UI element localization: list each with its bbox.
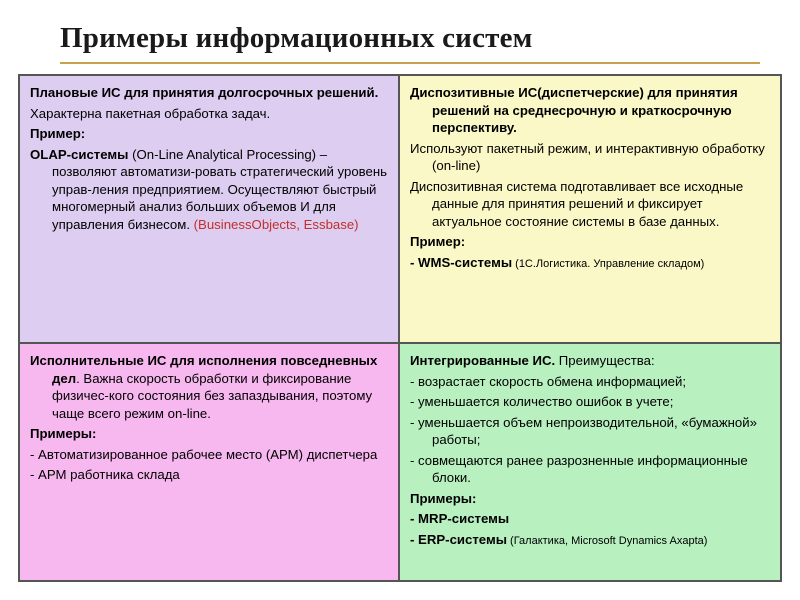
cell-dispositive-is-heading: Диспозитивные ИС(диспетчерские) для принятия решений на среднесрочную и краткосрочную перспективу.: [410, 85, 738, 136]
cell-planned-is-examples: (BusinessObjects, Essbase): [193, 216, 359, 232]
cell-executive-is-item2: - АРМ работника склада: [30, 467, 180, 483]
cell-integrated-is-item4: - совмещаются ранее разрозненные информационные блоки.: [410, 452, 748, 486]
cell-planned-is-line2: Пример:: [30, 126, 86, 142]
cell-dispositive-is-example: - WMS-системы: [410, 254, 513, 270]
title-divider: [60, 62, 760, 64]
cell-dispositive-is-line3: Пример:: [410, 234, 466, 250]
cell-integrated-is-item3: - уменьшается объем непроизводительной, «бумажной» работы;: [410, 414, 757, 448]
cell-planned-is-heading: Плановые ИС для принятия долгосрочных решений.: [30, 85, 379, 100]
cell-integrated-is-item2: - уменьшается количество ошибок в учете;: [410, 394, 674, 410]
cell-integrated-is-heading: Интегрированные ИС.: [410, 353, 556, 368]
cell-planned-is-term: OLAP-системы: [30, 146, 129, 162]
cell-planned-is-body: (On-Line Analytical Processing) – позволяют автоматизи-ровать стратегический уровень управ-ления предприятием. Осуществляют быстрый многомерный анализ больших объемов И для управления бизнесом.: [52, 146, 387, 232]
cell-integrated-is-item5: - MRP-системы: [410, 511, 510, 527]
cell-dispositive-is-line2: Диспозитивная система подготавливает все исходные данные для принятия решений и фиксирует актуальное состояние системы в базе данных.: [410, 178, 744, 229]
cell-integrated-is-line1: Примеры:: [410, 490, 477, 506]
cell-executive-is-heading-rest: . Важна скорость обработки и фиксирование физичес-кого состояния без запаздывания, поэтому чаще всего режим on-line.: [52, 370, 373, 421]
cell-integrated-is-item6-note: (Галактика, Microsoft Dynamics Axapta): [506, 534, 708, 547]
cell-executive-is: [20, 344, 400, 580]
cell-planned-is: [20, 76, 400, 344]
cell-executive-is-item1: - Автоматизированное рабочее место (АРМ) диспетчера: [30, 446, 378, 462]
cell-executive-is-line1: Примеры:: [30, 426, 97, 442]
cell-integrated-is-item6: - ERP-системы: [410, 531, 507, 547]
comparison-table: [18, 74, 782, 582]
cell-planned-is-line1: Характерна пакетная обработка задач.: [30, 105, 271, 121]
cell-integrated-is-item1: - возрастает скорость обмена информацией;: [410, 373, 687, 389]
cell-integrated-is: [400, 344, 780, 580]
cell-dispositive-is-example-note: (1С.Логистика. Управление складом): [512, 257, 705, 270]
cell-dispositive-is: [400, 76, 780, 344]
cell-executive-is-heading: Исполнительные ИС для исполнения повседневных дел: [30, 353, 378, 386]
page-title: Примеры информационных систем: [60, 22, 533, 54]
cell-integrated-is-heading-rest: Преимущества:: [555, 353, 655, 368]
cell-dispositive-is-line1: Используют пакетный режим, и интерактивную обработку (on-line): [410, 140, 765, 174]
